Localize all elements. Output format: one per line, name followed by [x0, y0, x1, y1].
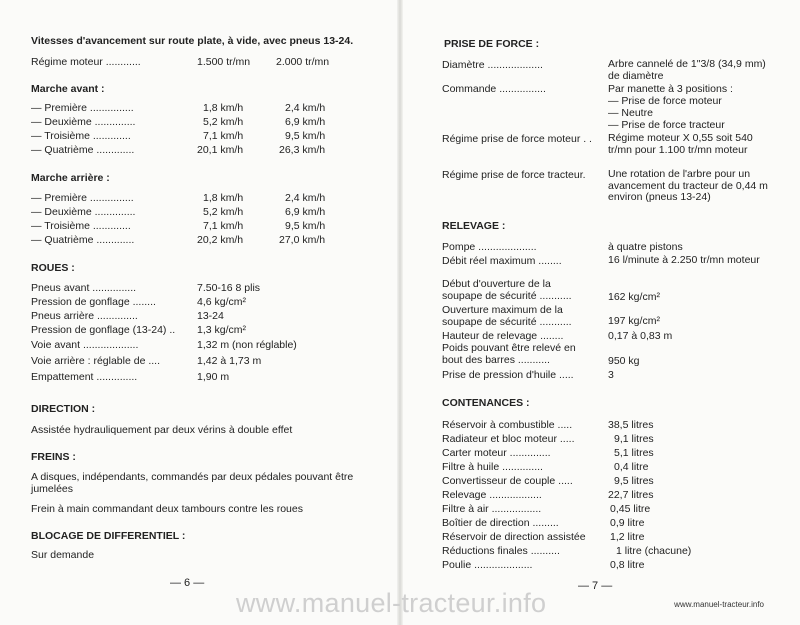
table-row-label: Pression de gonflage ........ [31, 296, 156, 308]
table-cell: 6,9 km/h [285, 206, 326, 218]
freins-text-2: Frein à main commandant deux tambours contre les roues [31, 503, 303, 515]
direction-text: Assistée hydrauliquement par deux vérins à double effet [31, 424, 293, 436]
table-cell: 0,4 litre [614, 461, 649, 473]
diametre-label: Diamètre ................... [442, 59, 543, 71]
table-cell: 2,4 km/h [285, 102, 326, 114]
table-row-label: — Première ............... [31, 192, 134, 204]
table-row-label: — Quatrième ............. [31, 144, 135, 156]
table-cell: 5,2 km/h [203, 206, 244, 218]
table-cell: 20,1 km/h [197, 144, 244, 156]
table-cell: 1,32 m (non réglable) [197, 339, 297, 351]
table-cell: 16 l/minute à 2.250 tr/mn moteur [608, 254, 760, 266]
table-row-label: — Troisième ............. [31, 220, 131, 232]
direction-title: DIRECTION : [31, 403, 96, 415]
table-cell: 1,90 m [197, 371, 230, 383]
table-row-label: Poids pouvant être relevé en bout des barres ........... [442, 342, 576, 366]
table-row-label: Pneus arrière .............. [31, 310, 138, 322]
table-cell: 1,2 litre [610, 531, 645, 543]
table-row-label: Ouverture maximum de la soupape de sécurité ........... [442, 304, 572, 328]
table-row-label: Convertisseur de couple ..... [442, 475, 573, 487]
table-row-label: Pompe .................... [442, 241, 537, 253]
table-row-label: Pneus avant ............... [31, 282, 137, 294]
table-row-label: Filtre à huile .............. [442, 461, 543, 473]
table-cell: 1,42 à 1,73 m [197, 355, 262, 367]
speeds-heading: Vitesses d'avancement sur route plate, à vide, avec pneus 13-24. [31, 35, 354, 47]
table-cell: 950 kg [608, 355, 640, 367]
regime-pdf-tracteur-label: Régime prise de force tracteur. [442, 169, 586, 181]
table-cell: 22,7 litres [608, 489, 654, 501]
commande-line: — Prise de force moteur [608, 95, 722, 107]
table-row-label: Voie arrière : réglable de .... [31, 355, 160, 367]
table-cell: 9,1 litres [614, 433, 654, 445]
table-row-label: Boîtier de direction ......... [442, 517, 559, 529]
regime-value-1: 1.500 tr/mn [197, 56, 251, 68]
table-cell: 38,5 litres [608, 419, 654, 431]
marche-avant-title: Marche avant : [31, 83, 105, 95]
table-cell: 9,5 litres [614, 475, 654, 487]
table-row-label: — Deuxième .............. [31, 206, 136, 218]
left-page [0, 0, 398, 625]
regime-pdf-moteur-label: Régime prise de force moteur . . [442, 133, 592, 145]
diametre-value: Arbre cannelé de 1"3/8 (34,9 mm) de diamètre [608, 58, 766, 82]
regime-label: Régime moteur ............ [31, 56, 141, 68]
table-cell: 26,3 km/h [279, 144, 326, 156]
table-cell: 0,45 litre [610, 503, 651, 515]
table-cell: 1,8 km/h [203, 192, 244, 204]
table-cell: 4,6 kg/cm² [197, 296, 247, 308]
table-cell: 9,5 km/h [285, 220, 326, 232]
table-row-label: Réservoir à combustible ..... [442, 419, 573, 431]
freins-title: FREINS : [31, 451, 76, 463]
table-cell: 0,17 à 0,83 m [608, 330, 673, 342]
right-page [402, 0, 800, 625]
table-row-label: Hauteur de relevage ........ [442, 330, 564, 342]
table-row-label: Relevage .................. [442, 489, 542, 501]
table-cell: 0,9 litre [610, 517, 645, 529]
table-cell: 5,2 km/h [203, 116, 244, 128]
table-row-label: Réservoir de direction assistée [442, 531, 586, 543]
blocage-text: Sur demande [31, 549, 95, 561]
roues-title: ROUES : [31, 262, 75, 274]
table-cell: 9,5 km/h [285, 130, 326, 142]
table-row-label: Poulie .................... [442, 559, 533, 571]
table-cell: 162 kg/cm² [608, 291, 660, 303]
table-cell: 1,8 km/h [203, 102, 244, 114]
commande-line: — Prise de force tracteur [608, 119, 725, 131]
table-cell: 3 [608, 369, 614, 381]
table-cell: 6,9 km/h [285, 116, 326, 128]
table-cell: 0,8 litre [610, 559, 645, 571]
table-cell: 1,3 kg/cm² [197, 324, 247, 336]
prise-title: PRISE DE FORCE : [444, 38, 540, 50]
commande-label: Commande ................ [442, 83, 546, 95]
table-row-label: Filtre à air ................. [442, 503, 542, 515]
table-row-label: Carter moteur .............. [442, 447, 551, 459]
table-row-label: Empattement .............. [31, 371, 138, 383]
relevage-title: RELEVAGE : [442, 220, 506, 232]
table-cell: 20,2 km/h [197, 234, 244, 246]
table-cell: 5,1 litres [614, 447, 654, 459]
table-cell: 7.50-16 8 plis [197, 282, 261, 294]
table-row-label: Radiateur et bloc moteur ..... [442, 433, 575, 445]
table-row-label: Prise de pression d'huile ..... [442, 369, 574, 381]
watermark: www.manuel-tracteur.info [236, 588, 547, 618]
contenances-title: CONTENANCES : [442, 397, 530, 409]
table-cell: 7,1 km/h [203, 220, 244, 232]
regime-pdf-moteur-value: Régime moteur X 0,55 soit 540 tr/mn pour 1.100 tr/mn moteur [608, 132, 753, 156]
table-cell: 7,1 km/h [203, 130, 244, 142]
freins-text-1: A disques, indépendants, commandés par deux pédales pouvant être jumelées [31, 471, 354, 495]
table-cell: 2,4 km/h [285, 192, 326, 204]
blocage-title: BLOCAGE DE DIFFERENTIEL : [31, 530, 186, 542]
commande-line: Par manette à 3 positions : [608, 83, 733, 95]
table-cell: à quatre pistons [608, 241, 683, 253]
commande-line: — Neutre [608, 107, 653, 119]
page-number: — 6 — [170, 577, 205, 589]
footer-site-link[interactable]: www.manuel-tracteur.info [674, 600, 764, 609]
table-cell: 1 litre (chacune) [616, 545, 692, 557]
regime-value-2: 2.000 tr/mn [276, 56, 330, 68]
table-row-label: — Troisième ............. [31, 130, 131, 142]
table-row-label: — Première ............... [31, 102, 134, 114]
table-row-label: Débit réel maximum ........ [442, 255, 562, 267]
marche-arriere-title: Marche arrière : [31, 172, 110, 184]
table-cell: 13-24 [197, 310, 224, 322]
table-row-label: — Deuxième .............. [31, 116, 136, 128]
table-row-label: Réductions finales .......... [442, 545, 560, 557]
table-row-label: Début d'ouverture de la soupape de sécurité ........... [442, 278, 572, 302]
regime-pdf-tracteur-value: Une rotation de l'arbre pour un avancement du tracteur de 0,44 m environ (pneus 13-24) [608, 168, 768, 203]
table-row-label: Pression de gonflage (13-24) .. [31, 324, 176, 336]
table-row-label: Voie avant ................... [31, 339, 139, 351]
page-number: — 7 — [578, 580, 613, 592]
table-cell: 197 kg/cm² [608, 315, 660, 327]
table-cell: 27,0 km/h [279, 234, 326, 246]
table-row-label: — Quatrième ............. [31, 234, 135, 246]
